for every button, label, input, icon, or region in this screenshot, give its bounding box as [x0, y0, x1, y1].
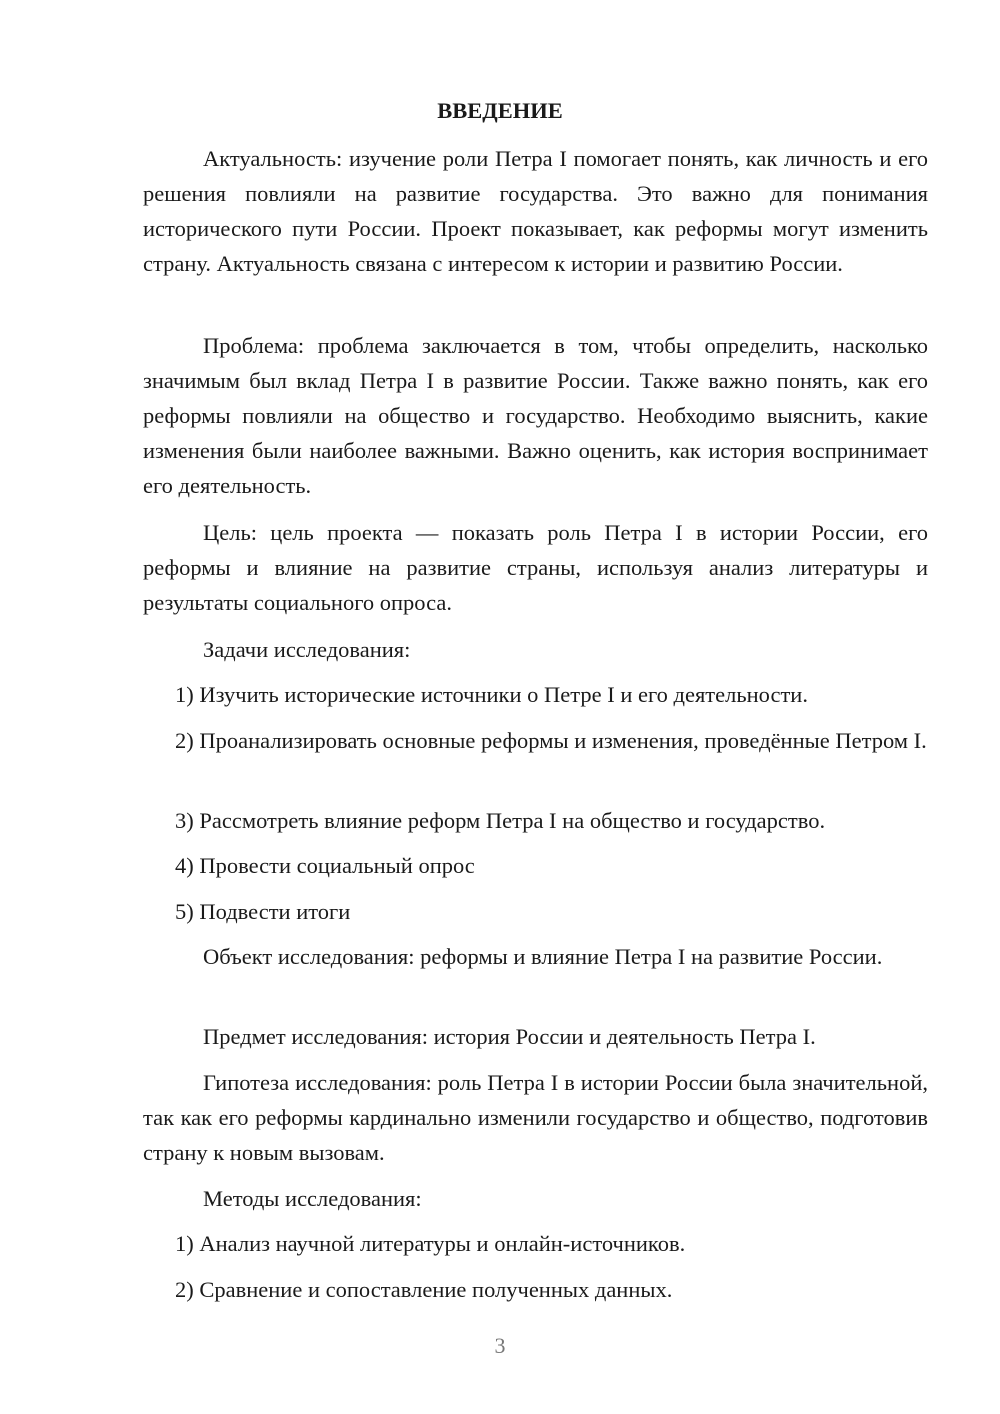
- method-item-1: 1) Анализ научной литературы и онлайн-источников.: [175, 1231, 686, 1256]
- hypothesis-paragraph: Гипотеза исследования: роль Петра I в истории России была значительной, так как его реформы кардинально изменили государство и общество, подготовив страну к новым вызовам.: [143, 1070, 928, 1165]
- goal-paragraph: Цель: цель проекта — показать роль Петра I в истории России, его реформы и влияние на развитие страны, используя анализ литературы и результаты социального опроса.: [143, 520, 928, 615]
- relevance-paragraph: Актуальность: изучение роли Петра I помогает понять, как личность и его решения повлияли на развитие государства. Это важно для понимания исторического пути России. Проект показывает, как реформы могут изменить страну. Актуальность связана с интересом к истории и развитию России.: [143, 146, 928, 276]
- method-item-2: 2) Сравнение и сопоставление полученных данных.: [175, 1277, 673, 1302]
- subject-paragraph: Предмет исследования: история России и деятельность Петра I.: [203, 1024, 816, 1049]
- task-item-4: 4) Провести социальный опрос: [175, 853, 475, 878]
- task-item-1: 1) Изучить исторические источники о Петре I и его деятельности.: [175, 682, 808, 707]
- task-item-5: 5) Подвести итоги: [175, 899, 351, 924]
- page-title: ВВЕДЕНИЕ: [437, 98, 563, 123]
- methods-heading: Методы исследования:: [203, 1186, 422, 1211]
- task-item-2: 2) Проанализировать основные реформы и изменения, проведённые Петром I.: [175, 728, 927, 753]
- object-paragraph: Объект исследования: реформы и влияние Петра I на развитие России.: [203, 944, 883, 969]
- page-number: 3: [494, 1333, 506, 1358]
- tasks-heading: Задачи исследования:: [203, 637, 411, 662]
- task-item-3: 3) Рассмотреть влияние реформ Петра I на общество и государство.: [175, 808, 826, 833]
- problem-paragraph: Проблема: проблема заключается в том, чтобы определить, насколько значимым был вклад Петра I в развитие России. Также важно понять, как его реформы повлияли на общество и государство. Необходимо выяснить, какие изменения были наиболее важными. Важно оценить, как история воспринимает его деятельность.: [143, 333, 928, 498]
